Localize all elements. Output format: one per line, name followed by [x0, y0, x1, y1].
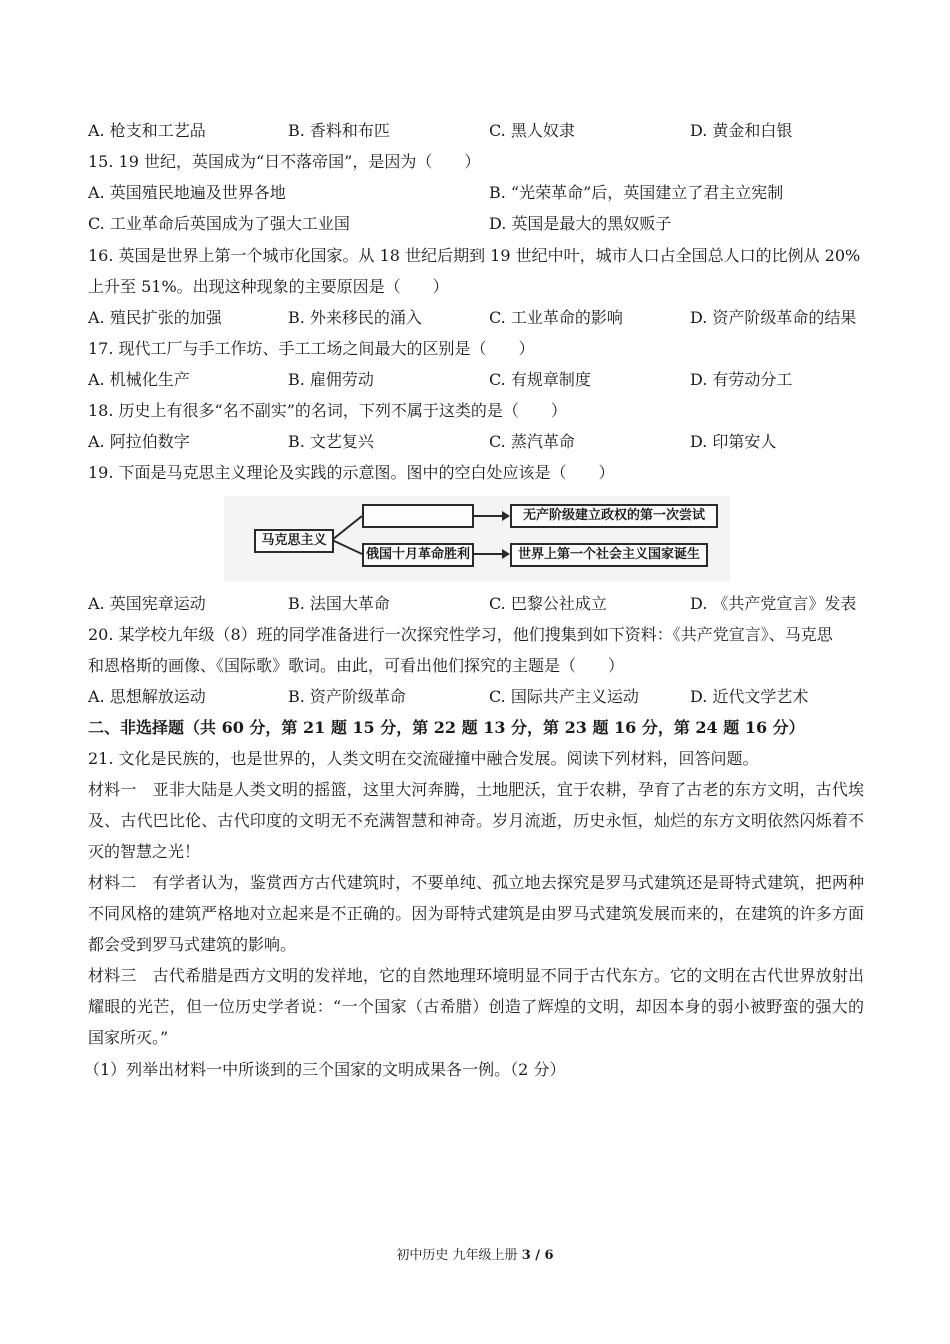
q20-option-c: C. 国际共产主义运动 [489, 687, 639, 706]
q14-option-b: B. 香料和布匹 [288, 121, 390, 140]
diagram-result-top-box: 无产阶级建立政权的第一次尝试 [510, 504, 718, 528]
connector-root-bottom [332, 540, 362, 554]
q16-stem-line1: 16. 英国是世界上第一个城市化国家。从 18 世纪后期到 19 世纪中叶，城市人口占全国总人口的比例从 20% [88, 246, 861, 265]
q15-option-a: A. 英国殖民地遍及世界各地 [88, 183, 286, 202]
q16-option-a: A. 殖民扩张的加强 [88, 308, 222, 327]
diagram-blank-box [362, 504, 474, 528]
page-footer [0, 1248, 950, 1264]
footer-label: 初中历史 九年级上册 [396, 1248, 518, 1263]
arrow-top-icon [502, 511, 510, 521]
q14-option-c: C. 黑人奴隶 [489, 121, 575, 140]
q17-option-c: C. 有规章制度 [489, 370, 591, 389]
page-number: 3 / 6 [521, 1248, 554, 1263]
arrow-bottom-icon [502, 549, 510, 559]
q18-option-d: D. 印第安人 [690, 432, 777, 451]
q20-option-d: D. 近代文学艺术 [690, 687, 809, 706]
diagram-root-box: 马克思主义 [254, 529, 334, 553]
q16-option-b: B. 外来移民的涌入 [288, 308, 422, 327]
q19-stem: 19. 下面是马克思主义理论及实践的示意图。图中的空白处应该是（ ） [88, 463, 615, 482]
q18-option-a: A. 阿拉伯数字 [88, 432, 190, 451]
q16-stem-line2: 上升至 51%。出现这种现象的主要原因是（ ） [88, 277, 449, 296]
q21-stem: 21. 文化是民族的，也是世界的，人类文明在交流碰撞中融合发展。阅读下列材料，回答问题。 [88, 749, 759, 768]
q14-option-d: D. 黄金和白银 [690, 121, 793, 140]
q15-option-b: B. “光荣革命”后，英国建立了君主立宪制 [489, 183, 784, 202]
q19-option-a: A. 英国宪章运动 [88, 594, 206, 613]
q15-option-c: C. 工业革命后英国成为了强大工业国 [88, 214, 350, 233]
q20-option-b: B. 资产阶级革命 [288, 687, 406, 706]
q15-stem: 15. 19 世纪，英国成为“日不落帝国”，是因为（ ） [88, 152, 481, 171]
connector-root-top [332, 516, 362, 540]
q14-option-a: A. 枪支和工艺品 [88, 121, 206, 140]
q18-stem: 18. 历史上有很多“名不副实”的名词，下列不属于这类的是（ ） [88, 401, 567, 420]
q20-stem-line2: 和恩格斯的画像、《国际歌》歌词。由此，可看出他们探究的主题是（ ） [88, 656, 625, 675]
q20-option-a: A. 思想解放运动 [88, 687, 206, 706]
section2-heading: 二、非选择题（共 60 分，第 21 题 15 分，第 22 题 13 分，第 23 题 16 分，第 24 题 16 分） [88, 718, 805, 737]
q17-option-d: D. 有劳动分工 [690, 370, 793, 389]
q15-option-d: D. 英国是最大的黑奴贩子 [489, 214, 672, 233]
q19-option-c: C. 巴黎公社成立 [489, 594, 607, 613]
q19-option-b: B. 法国大革命 [288, 594, 390, 613]
q16-option-c: C. 工业革命的影响 [489, 308, 623, 327]
marxism-diagram [224, 496, 730, 582]
q19-option-d: D. 《共产党宣言》发表 [690, 594, 857, 613]
q21-sub-question-1: （1）列举出材料一中所谈到的三个国家的文明成果各一例。（2 分） [84, 1060, 566, 1079]
q20-stem-line1: 20. 某学校九年级（8）班的同学准备进行一次探究性学习，他们搜集到如下资料：《共产党宣言》、马克思 [88, 625, 833, 644]
q21-material-2: 材料二 有学者认为，鉴赏西方古代建筑时，不要单纯、孤立地去探究是罗马式建筑还是哥特式建筑，把两种不同风格的建筑严格地对立起来是不正确的。因为哥特式建筑是由罗马式建筑发展而来的，在建筑的许多方面都会受到罗马式建筑的影响。 [88, 873, 864, 954]
diagram-october-revolution-box: 俄国十月革命胜利 [362, 543, 474, 567]
q21-material-3: 材料三 古代希腊是西方文明的发祥地，它的自然地理环境明显不同于古代东方。它的文明在古代世界放射出耀眼的光芒，但一位历史学者说：“一个国家（古希腊）创造了辉煌的文明，却因本身的弱小被野蛮的强大的国家所灭。” [88, 966, 864, 1047]
q18-option-b: B. 文艺复兴 [288, 432, 374, 451]
q21-material-1: 材料一 亚非大陆是人类文明的摇篮，这里大河奔腾，土地肥沃，宜于农耕，孕育了古老的东方文明，古代埃及、古代巴比伦、古代印度的文明无不充满智慧和神奇。岁月流逝，历史永恒，灿烂的东方文明依然闪烁着不灭的智慧之光！ [88, 780, 864, 861]
q17-option-b: B. 雇佣劳动 [288, 370, 374, 389]
q17-stem: 17. 现代工厂与手工作坊、手工工场之间最大的区别是（ ） [88, 339, 535, 358]
diagram-result-bottom-box: 世界上第一个社会主义国家诞生 [510, 543, 708, 567]
q18-option-c: C. 蒸汽革命 [489, 432, 575, 451]
q16-option-d: D. 资产阶级革命的结果 [690, 308, 857, 327]
q17-option-a: A. 机械化生产 [88, 370, 190, 389]
